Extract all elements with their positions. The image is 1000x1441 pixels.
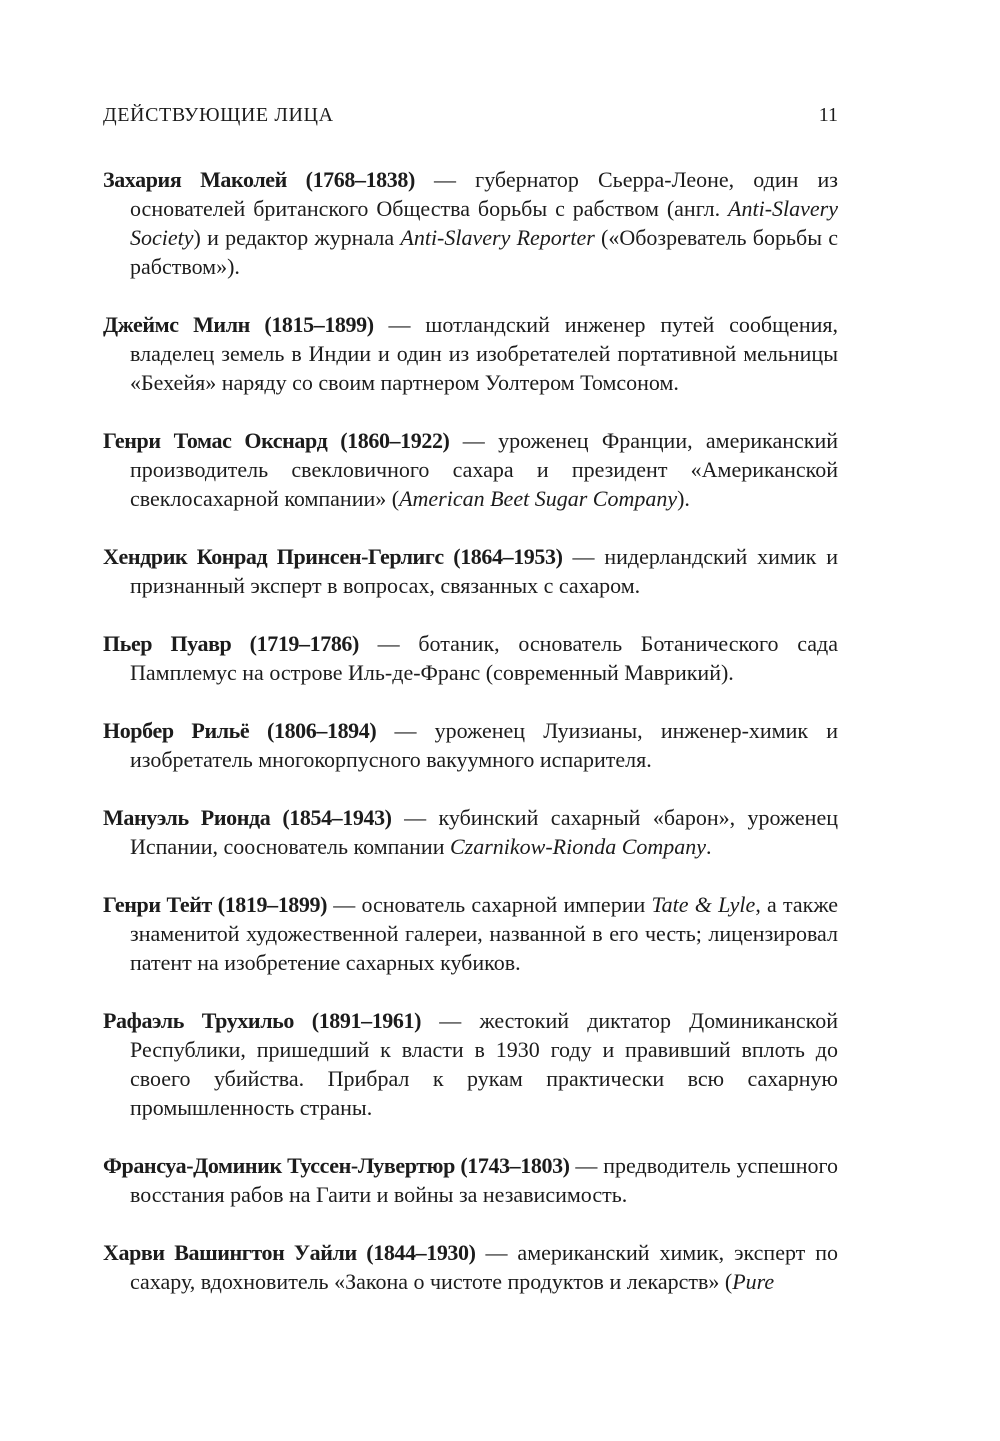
entry-text: («Обозреватель борьбы с рабством»). (130, 225, 838, 279)
person-name: Норбер Рильё (1806–1894) (103, 718, 377, 743)
entry-text: — основатель сахарной империи (327, 892, 652, 917)
person-entry (103, 1238, 838, 1296)
person-name: Рафаэль Трухильо (1891–1961) (103, 1008, 422, 1033)
person-entry (103, 716, 838, 774)
entry-text: . (706, 834, 712, 859)
person-name: Генри Тейт (1819–1899) (103, 892, 328, 917)
entry-text: ). (677, 486, 690, 511)
foreign-term-italic: Anti-Slavery Society (130, 196, 838, 250)
person-name: Генри Томас Окснард (1860–1922) (103, 428, 450, 453)
person-name: Захария Маколей (1768–1838) (103, 167, 415, 192)
person-entry (103, 890, 838, 977)
person-name: Джеймс Милн (1815–1899) (103, 312, 374, 337)
foreign-term-italic: Anti-Slavery Reporter (400, 225, 595, 250)
foreign-term-italic: American Beet Sugar Company (399, 486, 678, 511)
entry-text: — уроженец Луизианы, инженер-химик и изобретатель многокорпусного вакуумного испарителя. (130, 718, 838, 772)
person-entry (103, 1151, 838, 1209)
entry-text: — губернатор Сьерра-Леоне, один из основателей британского Общества борьбы с рабством (англ. (130, 167, 838, 221)
entry-text: , а также знаменитой художественной галереи, названной в его честь; лицензировал патент на изобретение сахарных кубиков. (130, 892, 839, 975)
entries-list (103, 165, 838, 1296)
person-name: Харви Вашингтон Уайли (1844–1930) (103, 1240, 476, 1265)
entry-text: — жестокий диктатор Доминиканской Республики, пришедший к власти в 1930 году и правивший вплоть до своего убийства. Прибрал к рукам практически всю сахарную промышленность страны. (130, 1008, 838, 1120)
entry-text: — нидерландский химик и признанный эксперт в вопросах, связанных с сахаром. (130, 544, 839, 598)
person-name: Пьер Пуавр (1719–1786) (103, 631, 359, 656)
person-entry (103, 1006, 838, 1122)
person-name: Франсуа-Доминик Туссен-Лувертюр (1743–1803) (103, 1153, 570, 1178)
foreign-term-italic: Pure (732, 1269, 775, 1294)
person-entry (103, 629, 838, 687)
entry-text: — кубинский сахарный «барон», уроженец Испании, сооснователь компании (130, 805, 838, 859)
person-entry (103, 165, 838, 281)
running-head (103, 102, 838, 128)
entry-text: — американский химик, эксперт по сахару, вдохновитель «Закона о чистоте продуктов и лекарств» ( (130, 1240, 838, 1294)
entry-text: — шотландский инженер путей сообщения, владелец земель в Индии и один из изобретателей портативной мельницы «Бехейя» наряду со своим партнером Уолтером Томсоном. (130, 312, 838, 395)
person-entry (103, 310, 838, 397)
foreign-term-italic: Czarnikow-Rionda Company (449, 834, 707, 859)
person-name: Хендрик Конрад Принсен-Герлигс (1864–1953) (103, 544, 563, 569)
person-entry (103, 803, 838, 861)
entry-text: — уроженец Франции, американский производитель свекловичного сахара и президент «Американской свеклосахарной компании» ( (130, 428, 839, 511)
page-number: 11 (818, 104, 838, 126)
running-header-title: ДЕЙСТВУЮЩИЕ ЛИЦА (103, 104, 334, 126)
foreign-term-italic: Tate & Lyle (651, 892, 756, 917)
person-name: Мануэль Рионда (1854–1943) (103, 805, 392, 830)
person-entry (103, 426, 838, 513)
entry-text: ) и редактор журнала (193, 225, 401, 250)
entry-text: — ботаник, основатель Ботанического сада Памплемус на острове Иль-де-Франс (современный Маврикий). (130, 631, 838, 685)
entry-text: — предводитель успешного восстания рабов на Гаити и войны за независимость. (130, 1153, 838, 1207)
person-entry (103, 542, 838, 600)
